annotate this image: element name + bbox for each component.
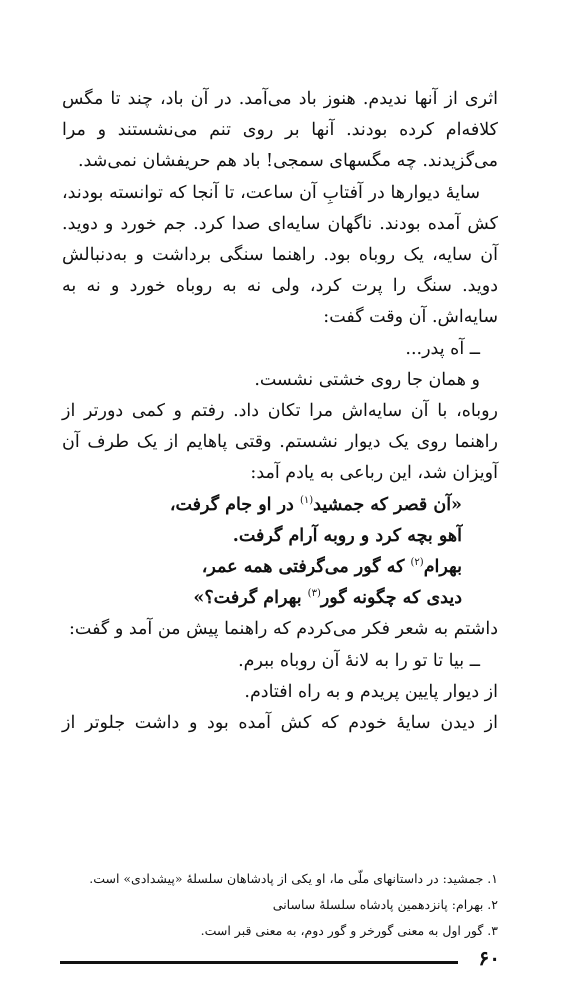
text-line: سایهٔ دیوارها در آفتابِ آن ساعت، تا آنجا که توانسته بودند،	[62, 182, 480, 203]
text-line: اثری از آنها ندیدم. هنوز باد می‌آمد. در آن باد، چند تا مگس	[62, 89, 498, 109]
poem-line	[62, 583, 462, 614]
text-line: روباه، با آن سایه‌اش مرا تکان داد. رفتم و کمی دورتر از	[62, 401, 498, 422]
footnote: ۲. بهرام: پانزدهمین پادشاه سلسلهٔ ساسانی	[272, 897, 498, 912]
text-line: می‌گزیدند. چه مگسهای سمجی! باد هم حریفشان نمی‌شد.	[77, 151, 498, 172]
footnote-marker: (۱)	[299, 494, 314, 506]
text-line: از دیوار پایین پریدم و به راه افتادم.	[244, 681, 498, 702]
footnote-marker: (۲)	[410, 557, 424, 569]
text-line: سایه‌اش. آن وقت گفت:	[323, 307, 498, 328]
text-line: از دیدن سایهٔ خودم که کش آمده بود و داشت جلوتر از	[62, 713, 498, 734]
poem-text: که گور می‌گرفتی همه عمر،	[201, 557, 411, 578]
poem-text: «آن قصر که جمشید	[313, 494, 462, 515]
text-line: کش آمده بودند. ناگهان سایه‌ای صدا کرد. جم خورد و دوید.	[62, 213, 498, 234]
dialogue-line: ــ آه پدر...	[405, 338, 480, 359]
text-line: آویزان شد، این رباعی به یادم آمد:	[250, 463, 498, 484]
footnote: ۱. جمشید: در داستانهای ملّی ما، او یکی از پادشاهان سلسلهٔ «پیشدادی» است.	[89, 871, 498, 886]
text-line: آن سایه، یک روباه بود. راهنما سنگی برداشت و به‌دنبالش	[62, 245, 498, 266]
text-line: و همان جا روی خشتی نشست.	[254, 369, 480, 390]
poem-text: بهرام	[423, 557, 462, 578]
poem-text: دیدی که چگونه گور	[320, 588, 462, 609]
text-line: داشتم به شعر فکر می‌کردم که راهنما پیش من آمد و گفت:	[69, 619, 498, 640]
footnotes	[62, 866, 498, 944]
page-number: ۶۰	[478, 946, 500, 970]
poem-text: بهرام گرفت؟»	[193, 588, 308, 609]
dialogue-line: ــ بیا تا تو را به لانهٔ آن روباه ببرم.	[238, 650, 480, 671]
footnote: ۳. گور اول به معنی گورخر و گور دوم، به معنی قبر است.	[200, 923, 498, 938]
poem-text: آهو بچه کرد و روبه آرام گرفت.	[232, 525, 462, 546]
poem-quatrain	[62, 490, 498, 615]
text-line: دوید. سنگ را پرت کرد، ولی نه به روباه خورد و نه به	[62, 276, 498, 297]
poem-line	[62, 552, 462, 583]
page-footer	[60, 946, 500, 972]
text-line: کلافه‌ام کرده بودند. آنها بر روی تنم می‌نشستند و مرا	[62, 120, 498, 141]
text-line: راهنما روی یک دیوار نشستم. وقتی پاهایم از یک طرف آن	[62, 432, 498, 453]
poem-line	[62, 521, 462, 552]
poem-text: در او جام گرفت،	[169, 494, 300, 515]
poem-line	[62, 490, 462, 521]
footnote-marker: (۳)	[307, 588, 321, 600]
main-text	[62, 84, 498, 739]
footer-rule	[60, 961, 458, 964]
